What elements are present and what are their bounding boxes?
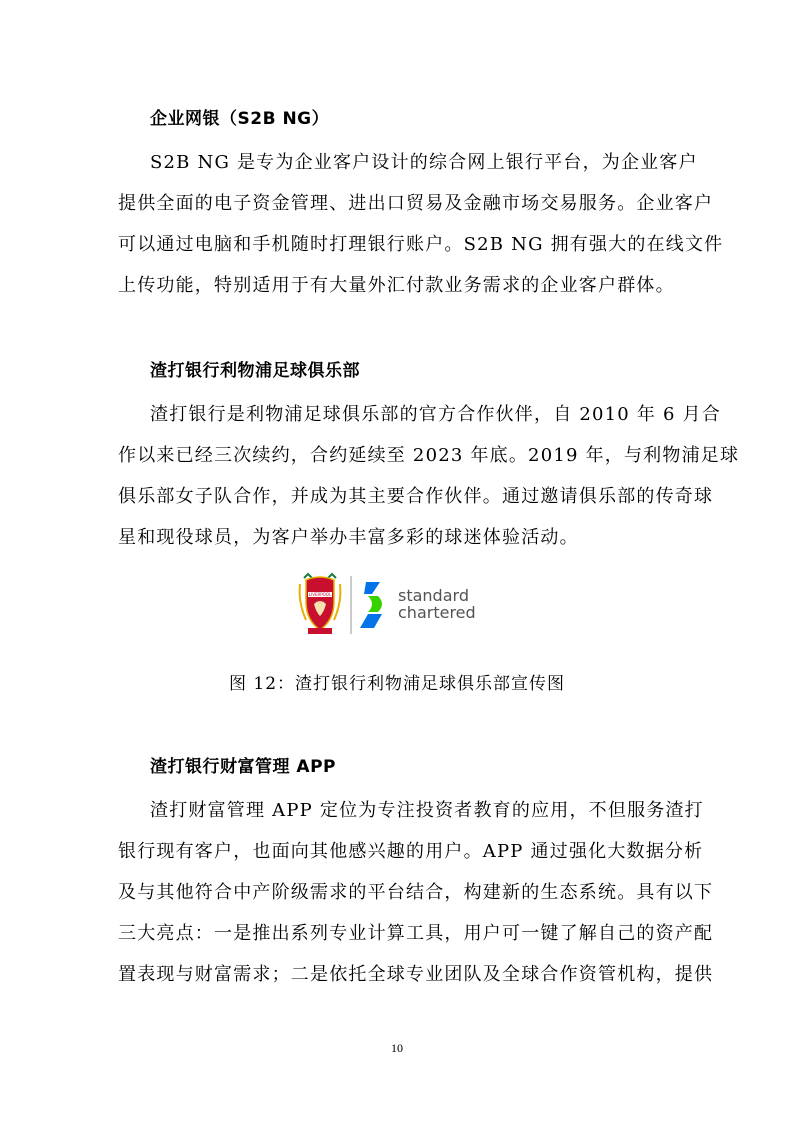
paragraph-line: S2B NG 是专为企业客户设计的综合网上银行平台，为企业客户	[150, 152, 698, 173]
liverpool-crest-icon	[300, 574, 341, 634]
paragraph-line: 提供全面的电子资金管理、进出口贸易及金融市场交易服务。企业客户	[118, 193, 714, 214]
standard-chartered-icon	[360, 582, 382, 628]
section-heading-lfc: 渣打银行利物浦足球俱乐部	[150, 361, 360, 381]
paragraph-line: 渣打财富管理 APP 定位为专注投资者教育的应用，不但服务渣打	[150, 800, 704, 821]
section-heading-app: 渣打银行财富管理 APP	[150, 757, 336, 777]
paragraph-line: 银行现有客户，也面向其他感兴趣的用户。APP 通过强化大数据分析	[118, 841, 704, 862]
paragraph-line: 俱乐部女子队合作，并成为其主要合作伙伴。通过邀请俱乐部的传奇球	[118, 486, 714, 507]
paragraph-line: 三大亮点：一是推出系列专业计算工具，用户可一键了解自己的资产配	[118, 923, 714, 944]
lfc-sc-logo	[294, 572, 494, 638]
figure-caption: 图 12：渣打银行利物浦足球俱乐部宣传图	[228, 674, 566, 694]
paragraph-line: 星和现役球员，为客户举办丰富多彩的球迷体验活动。	[118, 527, 579, 548]
paragraph-line: 可以通过电脑和手机随时打理银行账户。S2B NG 拥有强大的在线文件	[118, 234, 724, 255]
paragraph-line: 作以来已经三次续约，合约延续至 2023 年底。2019 年，与利物浦足球	[118, 445, 740, 466]
page-number: 10	[391, 1041, 403, 1055]
svg-text:chartered: chartered	[398, 603, 476, 622]
svg-text:LIVERPOOL: LIVERPOOL	[308, 592, 332, 597]
paragraph-line: 渣打银行是利物浦足球俱乐部的官方合作伙伴，自 2010 年 6 月合	[150, 404, 721, 425]
paragraph-line: 及与其他符合中产阶级需求的平台结合，构建新的生态系统。具有以下	[118, 882, 714, 903]
paragraph-line: 置表现与财富需求；二是依托全球专业团队及全球合作资管机构，提供	[118, 964, 714, 985]
section-heading-s2bng: 企业网银（S2B NG）	[150, 109, 330, 129]
sponsor-logo-figure	[294, 572, 494, 638]
paragraph-line: 上传功能，特别适用于有大量外汇付款业务需求的企业客户群体。	[118, 275, 675, 296]
svg-text:standard: standard	[398, 586, 469, 605]
